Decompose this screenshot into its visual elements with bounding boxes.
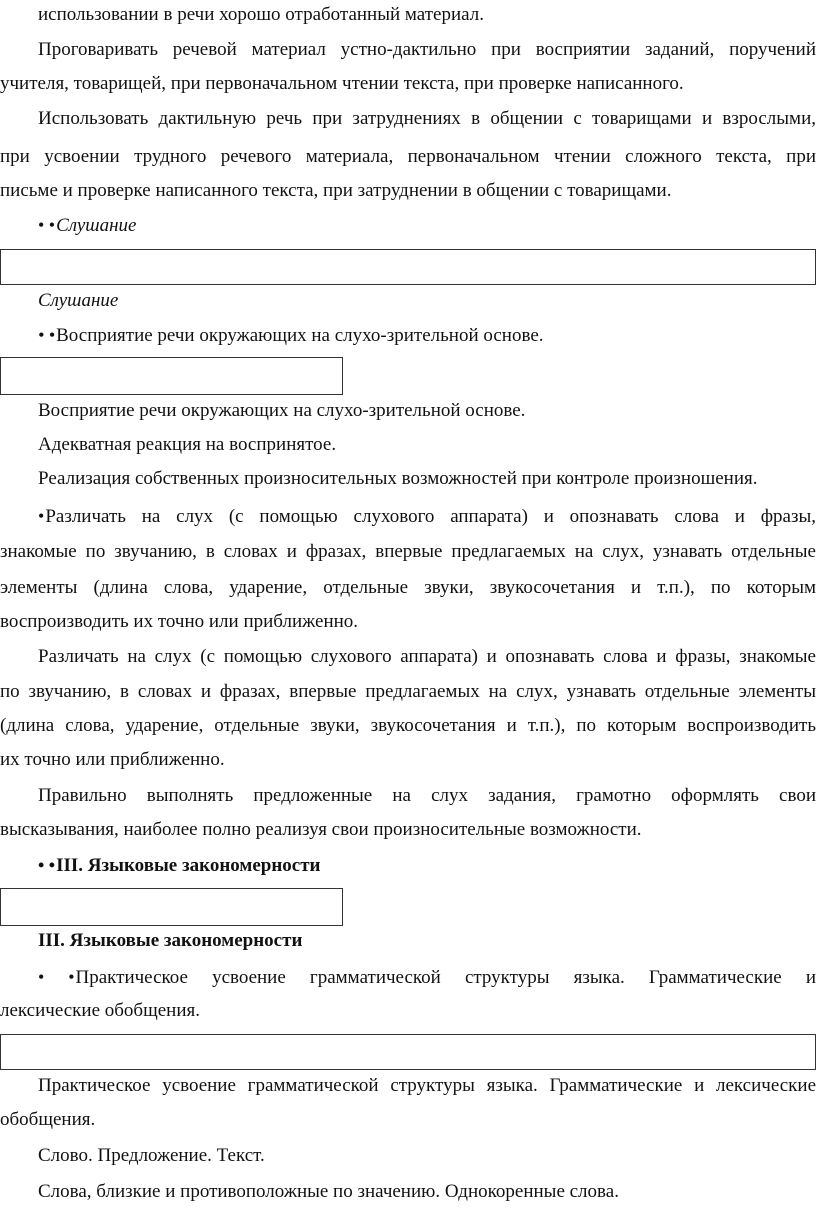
- empty-text-box: [0, 357, 343, 395]
- bullet-icon: • •: [38, 215, 56, 235]
- paragraph-line: Различать на слух (с помощью слухового аппарата) и опознавать слова и фразы, знакомые: [38, 646, 816, 667]
- paragraph-line: (длина слова, ударение, отдельные звуки, звукосочетания и т.п.), по которым воспроизводить: [0, 715, 816, 736]
- paragraph-line: их точно или приближенно.: [0, 749, 225, 770]
- paragraph-line: по звучанию, в словах и фразах, впервые предлагаемых на слух, узнавать отдельные элементы: [0, 681, 816, 702]
- paragraph-line: Восприятие речи окружающих на слухо-зрительной основе.: [38, 400, 526, 421]
- heading-text: Слушание: [56, 215, 137, 236]
- list-item-heading: [38, 853, 816, 878]
- heading-text: III. Языковые закономерности: [56, 855, 321, 876]
- paragraph-line: Практическое усвоение грамматической структуры языка. Грамматические и лексические: [38, 1075, 816, 1096]
- paragraph-line: Адекватная реакция на воспринятое.: [38, 434, 337, 455]
- paragraph-line: Слово. Предложение. Текст.: [38, 1145, 265, 1166]
- heading-text: Слушание: [38, 290, 119, 311]
- paragraph-line: учителя, товарищей, при первоначальном чтении текста, при проверке написанного.: [0, 73, 684, 94]
- heading-text: III. Языковые закономерности: [38, 930, 303, 951]
- list-item-text: Восприятие речи окружающих на слухо-зрительной основе.: [56, 325, 544, 346]
- list-item-text: Практическое усвоение грамматической структуры языка. Грамматические и: [75, 967, 816, 988]
- bullet-icon: • •: [38, 967, 75, 987]
- paragraph-line: Реализация собственных произносительных возможностей при контроле произношения.: [38, 468, 758, 489]
- paragraph-line: элементы (длина слова, ударение, отдельные звуки, звукосочетания и т.п.), по которым: [0, 577, 816, 598]
- paragraph-line: письме и проверке написанного текста, при затруднении в общении с товарищами.: [0, 180, 672, 201]
- paragraph-line: обобщения.: [0, 1109, 96, 1130]
- list-item-heading: [38, 213, 816, 238]
- list-item: [38, 965, 816, 990]
- paragraph-line: Проговаривать речевой материал устно-дактильно при восприятии заданий, поручений: [38, 39, 816, 60]
- paragraph-line: высказывания, наиболее полно реализуя свои произносительные возможности.: [0, 819, 642, 840]
- paragraph-line: Правильно выполнять предложенные на слух задания, грамотно оформлять свои: [38, 785, 816, 806]
- paragraph-line: лексические обобщения.: [0, 1000, 200, 1021]
- list-item-text: Различать на слух (с помощью слухового аппарата) и опознавать слова и фразы,: [45, 506, 816, 527]
- paragraph-line: знакомые по звучанию, в словах и фразах, впервые предлагаемых на слух, узнавать отдельные: [0, 541, 816, 562]
- list-item: [38, 504, 816, 529]
- empty-text-box: [0, 1034, 816, 1070]
- empty-text-box: [0, 249, 816, 285]
- list-item: [38, 323, 816, 348]
- paragraph-line: при усвоении трудного речевого материала, первоначальном чтении сложного текста, при: [0, 146, 816, 167]
- bullet-icon: • •: [38, 325, 56, 345]
- empty-text-box: [0, 888, 343, 926]
- bullet-icon: • •: [38, 855, 56, 875]
- paragraph-line: воспроизводить их точно или приближенно.: [0, 611, 359, 632]
- paragraph-line: использовании в речи хорошо отработанный материал.: [38, 4, 484, 25]
- bullet-icon: •: [38, 506, 45, 526]
- paragraph-line: Слова, близкие и противоположные по значению. Однокоренные слова.: [38, 1181, 619, 1202]
- paragraph-line: Использовать дактильную речь при затруднениях в общении с товарищами и взрослыми,: [38, 108, 816, 129]
